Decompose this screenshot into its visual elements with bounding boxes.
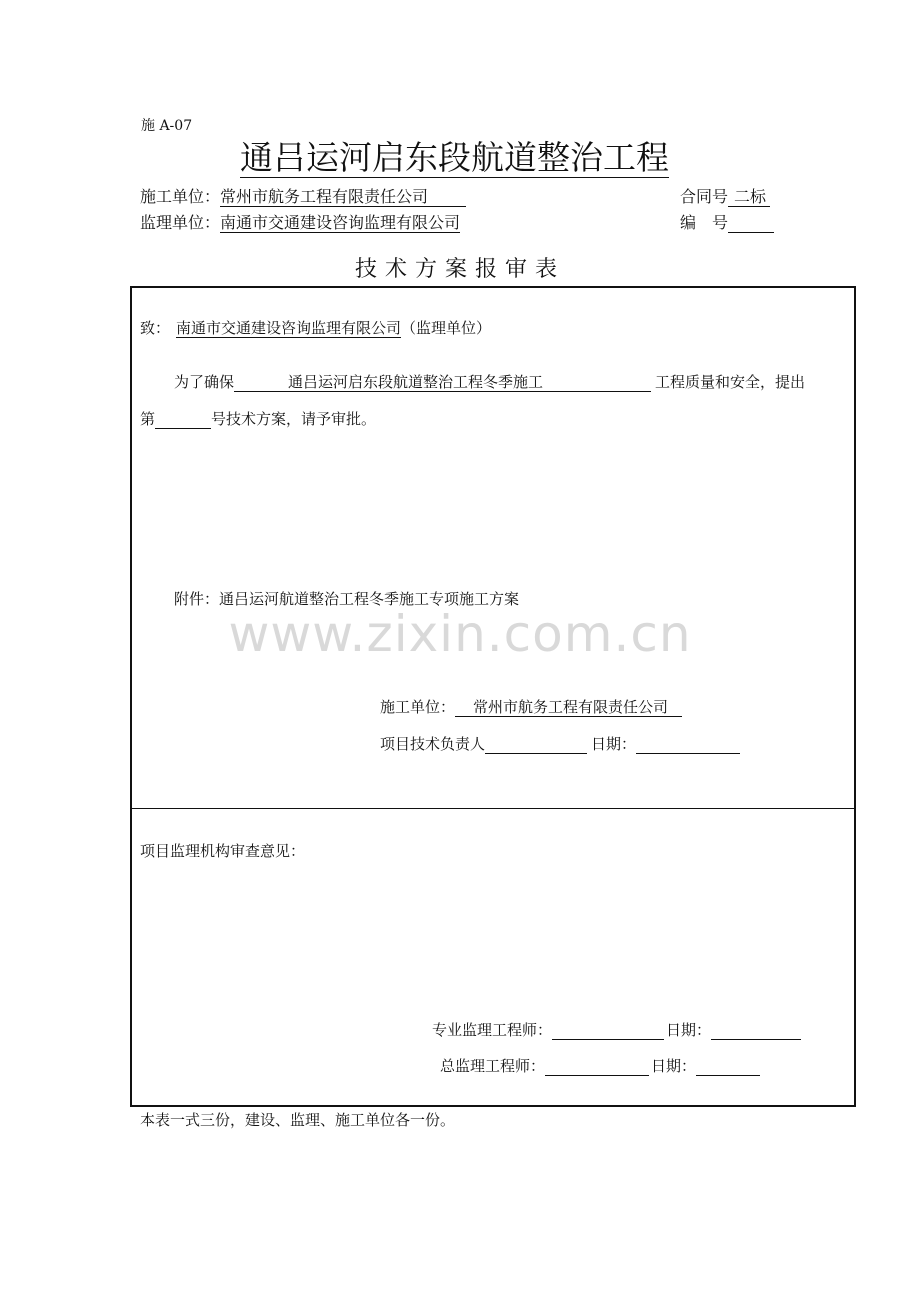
chief-sign-line (440, 1055, 760, 1076)
sheet-title: 技术方案报审表 (354, 257, 565, 282)
purpose-project: 通吕运河启东段航道整治工程冬季施工 (234, 374, 651, 392)
sign-person-line (380, 733, 740, 754)
engineer-date-label: 日期： (666, 1021, 712, 1039)
scheme-prefix: 第 (140, 410, 156, 428)
project-title (240, 138, 669, 178)
engineer-blank (552, 1023, 664, 1040)
serial-value (728, 215, 774, 233)
engineer-sign-line (432, 1019, 801, 1040)
contract-number-line (680, 184, 770, 207)
addressee-value: 南通市交通建设咨询监理有限公司 (176, 319, 402, 337)
attachment-line: 附件：通吕运河航道整治工程冬季施工专项施工方案 (174, 590, 520, 608)
sign-unit-line (380, 696, 682, 717)
sign-person-blank (485, 737, 587, 754)
engineer-date-blank (711, 1023, 801, 1040)
project-title-text: 通吕运河启东段航道整治工程 (240, 138, 669, 177)
sign-unit-label: 施工单位： (380, 698, 456, 716)
review-heading: 项目监理机构审查意见： (140, 842, 306, 860)
supervisor-line (140, 210, 460, 233)
chief-date-label: 日期： (651, 1057, 697, 1075)
chief-date-blank (696, 1059, 760, 1076)
form-number: 施 A-07 (141, 118, 193, 134)
watermark-text: www.zixin.com.cn (228, 605, 692, 663)
purpose-suffix: 工程质量和安全，提出 (655, 373, 806, 391)
serial-label: 编 号 (680, 213, 729, 232)
footer-note: 本表一式三份，建设、监理、施工单位各一份。 (140, 1111, 456, 1129)
engineer-label: 专业监理工程师： (432, 1021, 553, 1039)
contractor-line (140, 184, 466, 207)
chief-label: 总监理工程师： (440, 1057, 546, 1075)
contract-value: 二标 (728, 188, 770, 207)
contractor-label: 施工单位： (140, 187, 221, 206)
supervisor-value: 南通市交通建设咨询监理有限公司 (220, 213, 461, 232)
purpose-line (174, 371, 805, 392)
chief-blank (545, 1059, 649, 1076)
sign-person-label: 项目技术负责人 (380, 735, 486, 753)
addressee-line (140, 317, 491, 338)
supervisor-label: 监理单位： (140, 213, 221, 232)
contract-label: 合同号 (680, 187, 729, 206)
serial-number-line (680, 210, 774, 233)
scheme-suffix: 号技术方案，请予审批。 (211, 410, 377, 428)
section-divider (130, 808, 854, 809)
sign-date-label: 日期： (591, 735, 637, 753)
sign-unit-value: 常州市航务工程有限责任公司 (455, 699, 682, 717)
contractor-value: 常州市航务工程有限责任公司 (220, 188, 466, 207)
scheme-number-line (140, 408, 376, 429)
purpose-prefix: 为了确保 (174, 373, 235, 391)
addressee-label: 致： (140, 319, 171, 337)
scheme-number-blank (155, 412, 211, 429)
sign-date-blank (636, 737, 740, 754)
addressee-suffix: （监理单位） (401, 319, 492, 337)
